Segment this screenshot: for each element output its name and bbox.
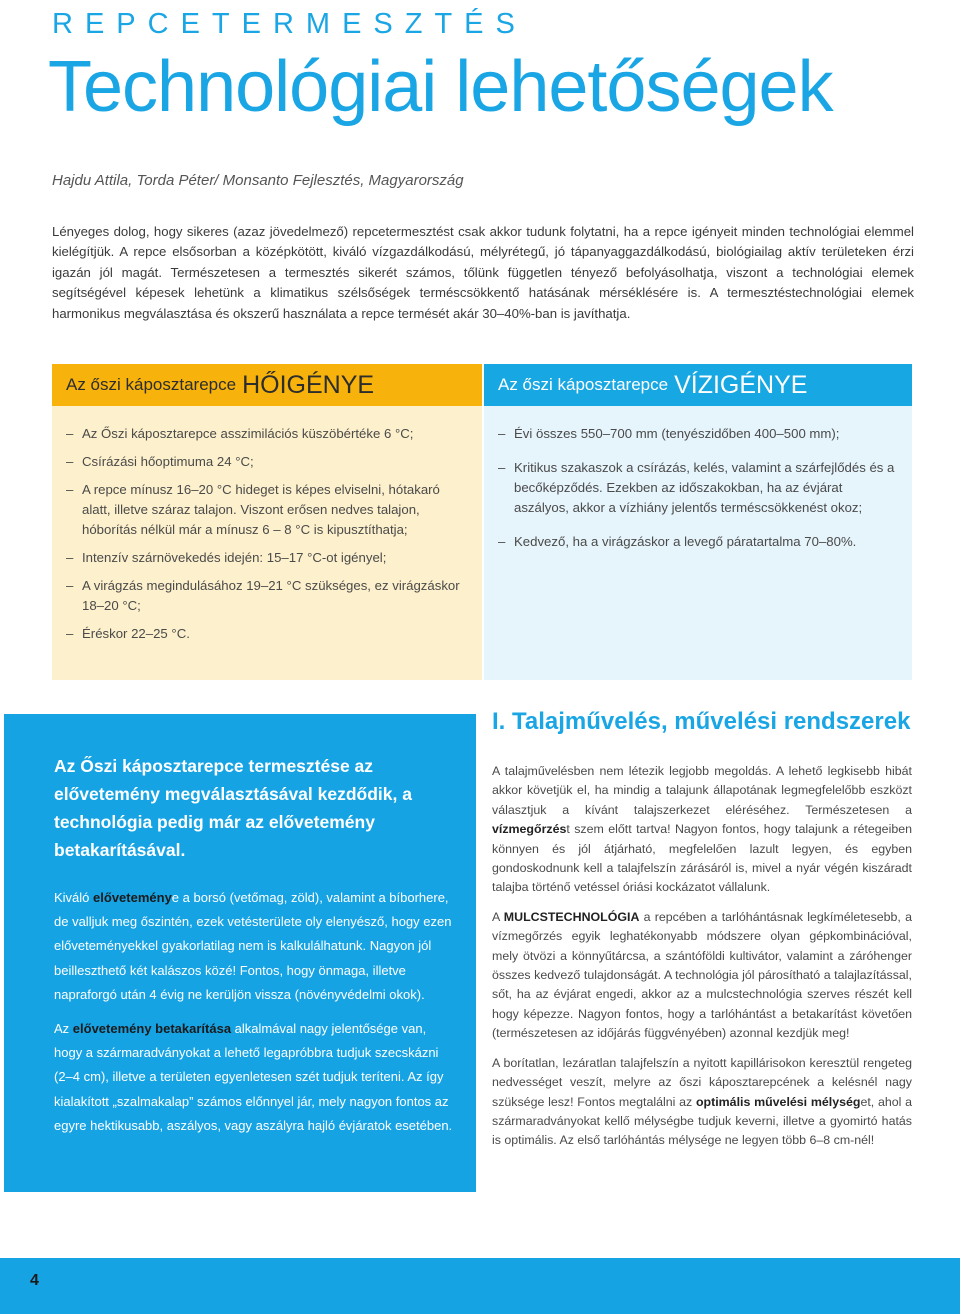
water-box-header xyxy=(484,364,912,406)
page-number: 4 xyxy=(30,1272,39,1289)
water-list xyxy=(498,424,896,552)
page-title: Technológiai lehetőségek xyxy=(48,47,833,127)
heat-box-body xyxy=(52,406,482,680)
bold-term: MULCSTECHNOLÓGIA xyxy=(503,909,640,924)
heat-box-title-big: HŐIGÉNYE xyxy=(242,370,375,399)
footer-bar xyxy=(0,1258,960,1314)
list-item: – A repce mínusz 16–20 °C hideget is képes elviselni, hótakaró alatt, illetve száraz talajon. Viszont erősen nedves talajon, hóborítás nélkül már a mínusz 6 – 8 °C is kipusztíthatja; xyxy=(66,480,466,540)
section-paragraph-3: A borítatlan, lezáratlan talajfelszín a nyitott kapillárisokon keresztül rengeteg nedvességet veszít, melyre az őszi káposztarepcének a kelésnél nagy szüksége lesz! Fontos megtalálni az optimális művelési mélységet, ahol a szármaradványokat kellő mélységbe tudjuk keverni, illetve a gyomirtó hatás is optimális. Az első tarlóhántás mélysége ne legyen több 6–8 cm-nél! xyxy=(492,1055,913,1148)
water-box-body xyxy=(484,406,912,680)
blue-sidebar-panel xyxy=(4,714,476,1192)
list-item: – Kritikus szakaszok a csírázás, kelés, valamint a szárfejlődés és a becőképződés. Ezekben az időszakokban, ha az évjárat aszályos, akkor a vízhiány jelentős terméscsökkenést okoz; xyxy=(498,458,896,518)
list-item: – Éréskor 22–25 °C. xyxy=(66,624,466,644)
list-item: – Kedvező, ha a virágzáskor a levegő páratartalma 70–80%. xyxy=(498,532,896,552)
highlight-text: elővetemény xyxy=(93,890,172,905)
heat-list xyxy=(66,424,466,644)
heat-box-title-small: Az őszi káposztarepce xyxy=(66,375,237,394)
section-heading: I. Talajművelés, művelési rendszerek xyxy=(492,708,911,735)
heat-box-header xyxy=(52,364,482,406)
blue-panel-paragraph-1: Kiváló előveteménye a borsó (vetőmag, zöld), valamint a bíborhere, de valljuk meg őszintén, ezek vetésterülete oly elenyésző, hogy ezen előveteményekkel gyakorlatilag nem is kalkulálhatunk. Nagyon jól beilleszthető két kalászos közé! Fontos, hogy önmaga, illetve napraforgó után 4 évig ne kerüljön vissza (növényvédelmi okok). xyxy=(54,890,452,1002)
intro-paragraph: Lényeges dolog, hogy sikeres (azaz jövedelmező) repcetermesztést csak akkor tudunk folytatni, ha a repce igényeit minden technológiai elemmel kielégítjük. A repce elsősorban a középkötött, kiváló vízgazdálkodású, mélyrétegű, jó tápanyaggazdálkodású, biológiailag aktív területeken érzi igazán jól magát. Természetesen a termesztés sikerét számos, tőlünk független tényező befolyásolhatja, viszont a technológiai elemek segítségével képesek lehetünk a klimatikus szélsőségek terméscsökkentő hatásának mérséklésére is. A termesztéstechnológiai elemek harmonikus megválasztása és okszerű használata a repce termését akár 30–40%-ban is javíthatja. xyxy=(52,224,914,321)
section-kicker: REPCETERMESZTÉS xyxy=(52,8,527,40)
blue-panel-paragraph-2: Az elővetemény betakarítása alkalmával nagy jelentősége van, hogy a szármaradványokat a lehető legapróbbra tudjuk szecskázni (2–4 cm), illetve a területen egyenletesen szét tudjuk teríteni. Az így kialakított „szalmakalap” számos előnnyel jár, mely nagyon fontos az egyre hektikusabb, aszályos, vagy aszályra hajló évjáratok esetében. xyxy=(54,1021,453,1133)
byline: Hajdu Attila, Torda Péter/ Monsanto Fejlesztés, Magyarország xyxy=(52,172,464,189)
list-item: – Intenzív szárnövekedés idején: 15–17 °C-ot igényel; xyxy=(66,548,466,568)
water-box-title-big: VÍZIGÉNYE xyxy=(674,370,808,399)
section-paragraph-1: A talajművelésben nem létezik legjobb megoldás. A lehető legkisebb hibát akkor követjük el, ha mindig a talajunk állapotának legmegfelelőbb eszközt választjuk a kívánt talajszerkezet eléréséhez. Természetesen a vízmegőrzést szem előtt tartva! Nagyon fontos, hogy talajunk a rétegeiben könnyen és jól átjárható, megfelelően lazult legyen, és egyben gondoskodnunk kell a talajfelszín zárásáról is, mivel a nyár végén kiszáradt talajba történő vetéssel óriási kockázatot vállalunk. xyxy=(492,764,912,895)
water-box-title-small: Az őszi káposztarepce xyxy=(498,375,669,394)
list-item: – Csírázási hőoptimuma 24 °C; xyxy=(66,452,466,472)
section-paragraph-2: A MULCSTECHNOLÓGIA a repcében a tarlóhántásnak legkíméletesebb, a vízmegőrzés egyik leghatékonyabb módszere olyan gépkombinációval, mely ötvözi a könnyűtárcsa, a szántóföldi kultivátor, valamint a záróhenger összes kedvező tulajdonságát. A technológia jól párosítható a talajlazítással, sőt, ha az évjárat engedi, akkor az a mulcstechnológia szerves részét kell hogy képezze. Nagyon fontos, hogy a tarlóhántást a betakarítást követően (természetesen az időjárás függvényében) azonnal kezdjük meg! xyxy=(492,909,912,1041)
blue-panel-lead: Az Őszi káposztarepce termesztése az elővetemény megválasztásával kezdődik, a technológia pedig már az elővetemény betakarításával. xyxy=(54,756,412,860)
bold-term: vízmegőrzés xyxy=(492,822,567,837)
highlight-text: elővetemény betakarítása xyxy=(72,1021,232,1037)
list-item: – Az Őszi káposztarepce asszimilációs küszöbértéke 6 °C; xyxy=(66,424,466,444)
bold-term: optimális művelési mélység xyxy=(695,1094,861,1109)
list-item: – Évi összes 550–700 mm (tenyészidőben 400–500 mm); xyxy=(498,424,896,444)
list-item: – A virágzás megindulásához 19–21 °C szükséges, ez virágzáskor 18–20 °C; xyxy=(66,576,466,616)
section-body xyxy=(492,762,912,1161)
